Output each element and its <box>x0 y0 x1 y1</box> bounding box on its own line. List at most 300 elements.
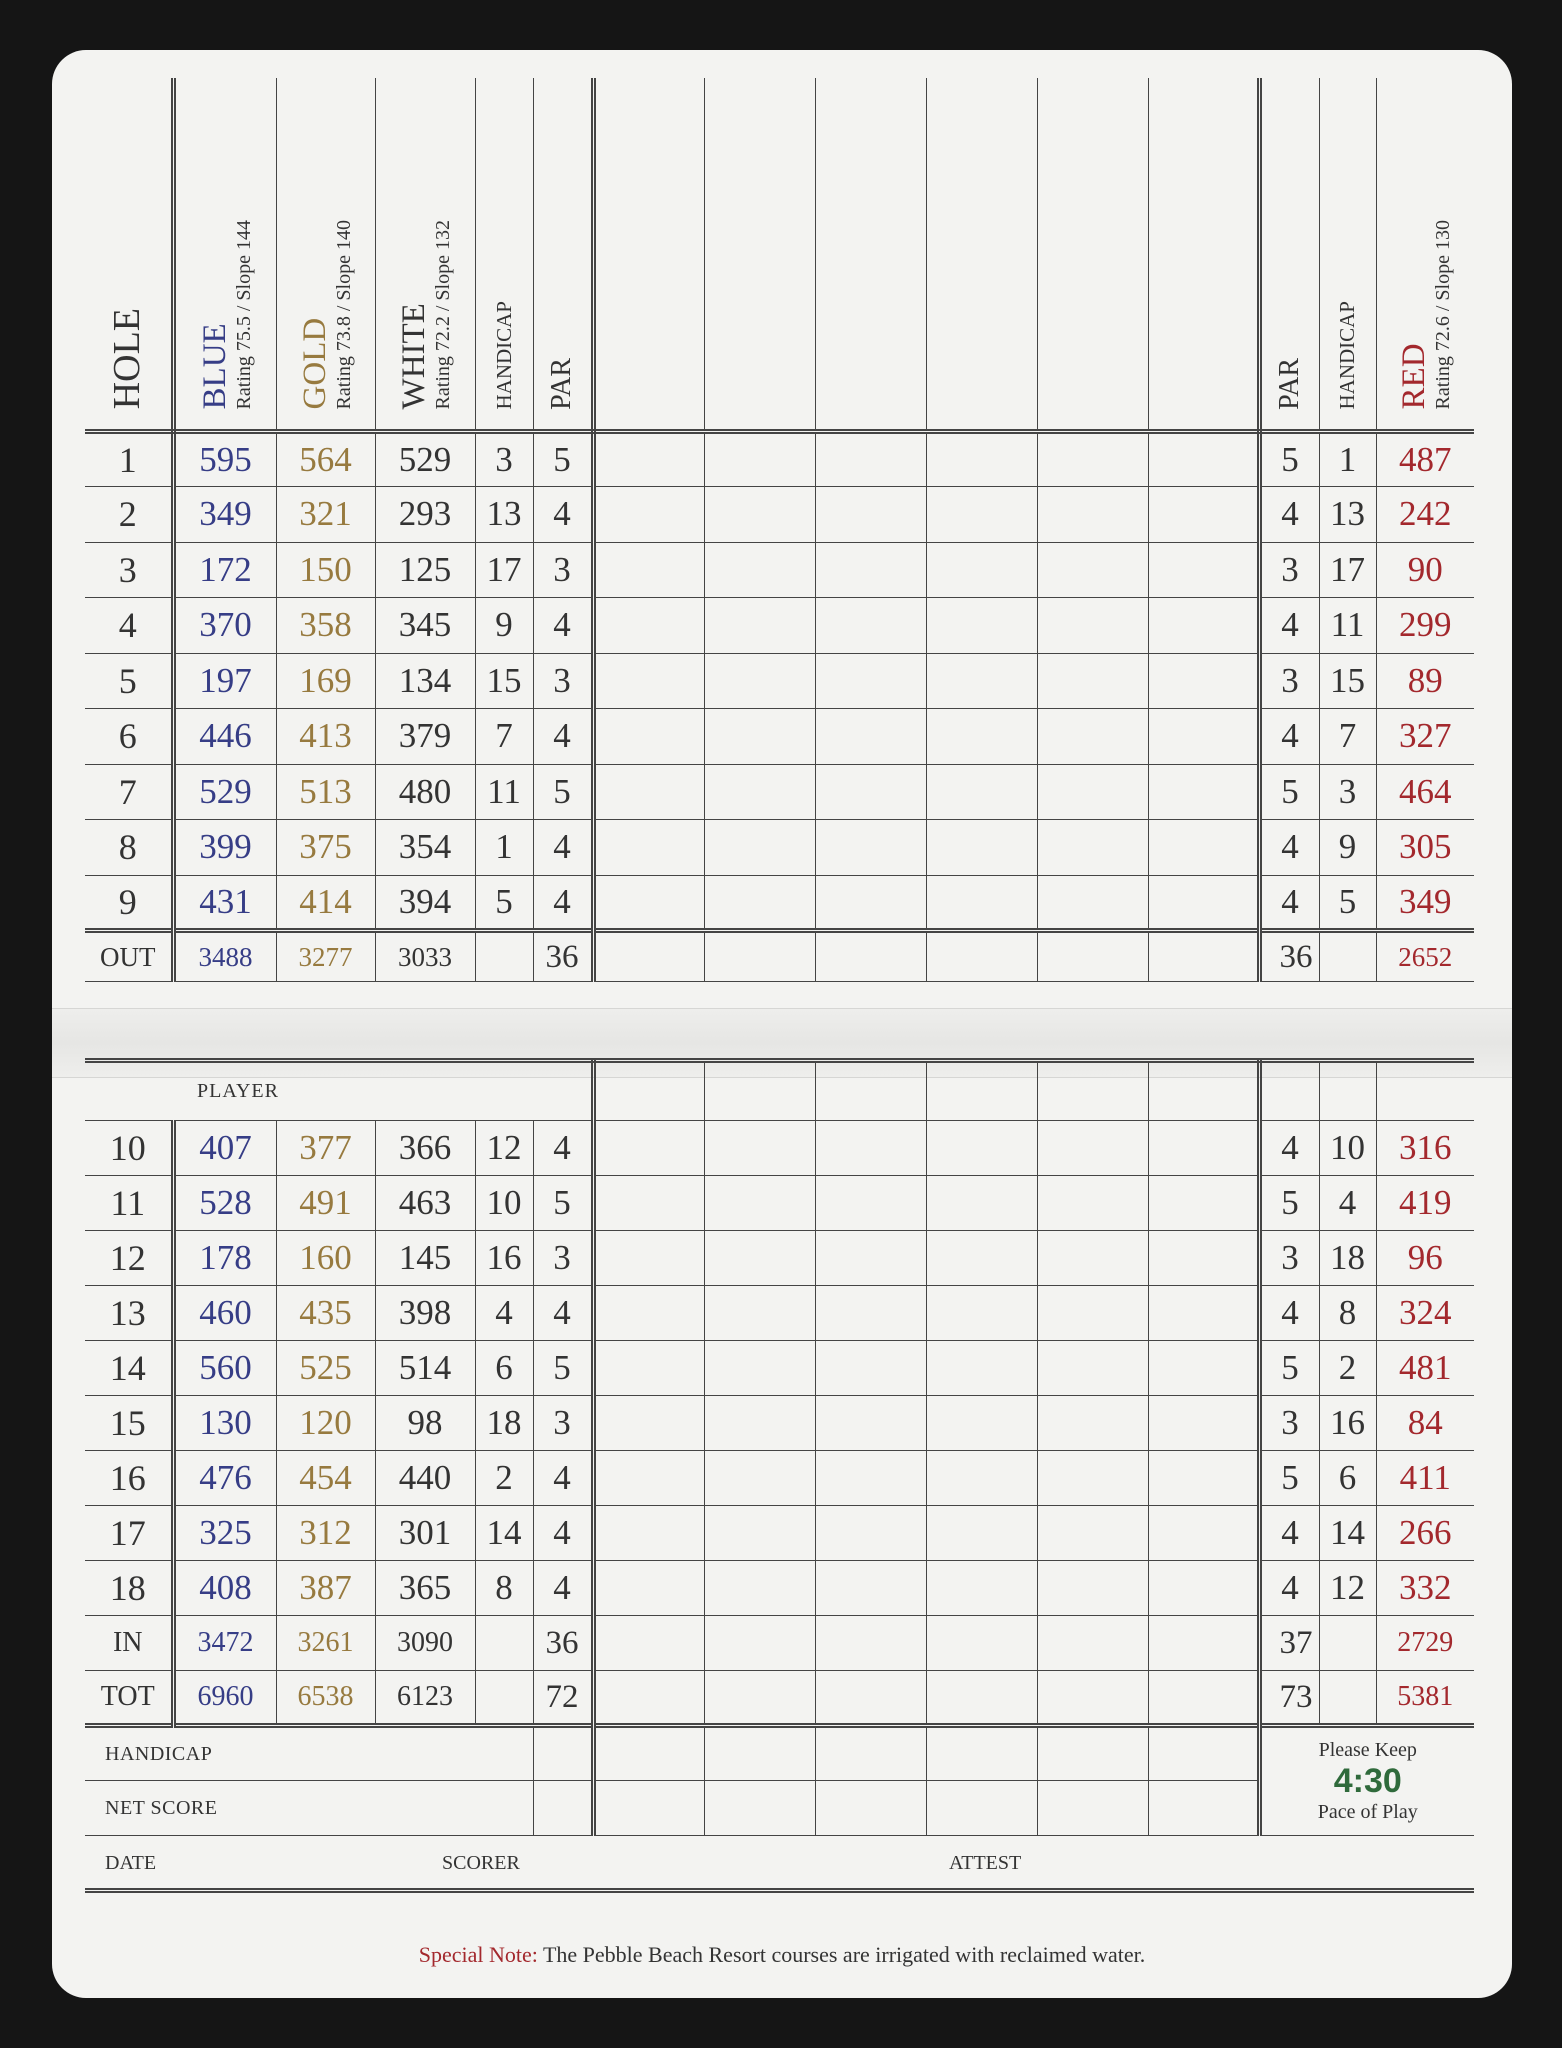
par-value: 5 <box>533 764 593 820</box>
red-yardage: 2729 <box>1376 1616 1474 1671</box>
score-cell[interactable] <box>926 1396 1037 1451</box>
red-handicap-value: 2 <box>1319 1341 1376 1396</box>
handicap-value <box>475 1671 533 1726</box>
blue-yardage: 399 <box>173 820 276 876</box>
score-cell[interactable] <box>815 542 926 598</box>
pace-of-play-box <box>1259 1726 1474 1836</box>
hole-number: 9 <box>85 875 173 931</box>
score-cell[interactable] <box>704 1506 815 1561</box>
score-cell[interactable] <box>593 1506 704 1561</box>
gold-yardage: 160 <box>276 1231 375 1286</box>
score-cell[interactable] <box>1148 764 1259 820</box>
red-handicap-value: 9 <box>1319 820 1376 876</box>
score-cell[interactable] <box>593 1671 704 1726</box>
score-cell[interactable] <box>1037 1561 1148 1616</box>
score-cell[interactable] <box>1037 653 1148 709</box>
handicap-value: 12 <box>475 1121 533 1176</box>
blue-yardage: 178 <box>173 1231 276 1286</box>
blue-yardage: 460 <box>173 1286 276 1341</box>
red-par-header-label: PAR <box>1274 357 1306 410</box>
score-cell[interactable] <box>1148 1451 1259 1506</box>
red-tee-rating: Rating 72.6 / Slope 130 <box>1432 220 1455 410</box>
par-value: 5 <box>533 431 593 487</box>
hole-number: 2 <box>85 487 173 543</box>
score-cell[interactable] <box>593 1176 704 1231</box>
red-par-value: 3 <box>1259 542 1319 598</box>
score-cell[interactable] <box>926 1231 1037 1286</box>
score-cell[interactable] <box>704 764 815 820</box>
score-cell[interactable] <box>593 1616 704 1671</box>
hole-row <box>85 431 1474 487</box>
red-handicap-value <box>1319 931 1376 982</box>
handicap-value: 16 <box>475 1231 533 1286</box>
score-cell[interactable] <box>593 653 704 709</box>
gold-yardage: 454 <box>276 1451 375 1506</box>
score-cell[interactable] <box>593 1231 704 1286</box>
red-handicap-value <box>1319 1671 1376 1726</box>
par-value: 3 <box>533 653 593 709</box>
score-cell[interactable] <box>1148 1121 1259 1176</box>
score-cell[interactable] <box>704 542 815 598</box>
score-cell[interactable] <box>926 1341 1037 1396</box>
score-cell[interactable] <box>704 931 815 982</box>
hole-number: 10 <box>85 1121 173 1176</box>
score-cell[interactable] <box>1037 1176 1148 1231</box>
net-score-cell[interactable] <box>1037 1781 1148 1836</box>
score-cell[interactable] <box>926 1561 1037 1616</box>
score-cell[interactable] <box>1148 709 1259 765</box>
red-handicap-value: 16 <box>1319 1396 1376 1451</box>
score-cell[interactable] <box>815 1506 926 1561</box>
net-score-par-cell[interactable] <box>533 1781 593 1836</box>
red-par-value: 4 <box>1259 487 1319 543</box>
score-cell[interactable] <box>1148 1231 1259 1286</box>
score-cell[interactable] <box>815 820 926 876</box>
handicap-par-cell[interactable] <box>533 1726 593 1781</box>
total-row <box>85 1671 1474 1726</box>
score-cell[interactable] <box>815 487 926 543</box>
score-cell[interactable] <box>926 820 1037 876</box>
score-cell[interactable] <box>1148 542 1259 598</box>
score-cell[interactable] <box>815 1396 926 1451</box>
red-handicap-value: 12 <box>1319 1561 1376 1616</box>
red-header <box>1376 78 1474 431</box>
score-cell[interactable] <box>926 1506 1037 1561</box>
hole-row <box>85 709 1474 765</box>
header-row <box>85 78 1474 431</box>
net-score-cell[interactable] <box>1148 1781 1259 1836</box>
handicap-cell[interactable] <box>593 1726 704 1781</box>
score-cell[interactable] <box>1037 1506 1148 1561</box>
special-note-text: The Pebble Beach Resort courses are irrigated with reclaimed water. <box>537 1942 1146 1967</box>
hole-number: 18 <box>85 1561 173 1616</box>
score-cell[interactable] <box>926 598 1037 654</box>
score-cell[interactable] <box>926 1121 1037 1176</box>
score-cell[interactable] <box>1037 1671 1148 1726</box>
handicap-row <box>85 1726 1474 1781</box>
score-cell[interactable] <box>704 1396 815 1451</box>
net-score-cell[interactable] <box>926 1781 1037 1836</box>
hole-number: IN <box>85 1616 173 1671</box>
score-cell[interactable] <box>1148 1396 1259 1451</box>
score-cell[interactable] <box>1148 431 1259 487</box>
gold-yardage: 387 <box>276 1561 375 1616</box>
score-cell[interactable] <box>704 1231 815 1286</box>
red-yardage: 316 <box>1376 1121 1474 1176</box>
score-cell[interactable] <box>593 431 704 487</box>
score-cell[interactable] <box>704 1451 815 1506</box>
blue-tee-name: BLUE <box>196 323 233 410</box>
white-yardage: 379 <box>375 709 475 765</box>
score-cell[interactable] <box>1148 875 1259 931</box>
handicap-value: 7 <box>475 709 533 765</box>
red-yardage: 332 <box>1376 1561 1474 1616</box>
score-cell[interactable] <box>593 1121 704 1176</box>
handicap-value: 1 <box>475 820 533 876</box>
out-row <box>85 931 1474 982</box>
score-cell[interactable] <box>704 1561 815 1616</box>
par-value: 4 <box>533 598 593 654</box>
hole-number: 1 <box>85 431 173 487</box>
score-cell[interactable] <box>593 875 704 931</box>
handicap-cell[interactable] <box>1037 1726 1148 1781</box>
score-cell[interactable] <box>815 1451 926 1506</box>
score-cell[interactable] <box>815 598 926 654</box>
score-cell[interactable] <box>593 764 704 820</box>
score-cell[interactable] <box>593 709 704 765</box>
score-cell[interactable] <box>1148 931 1259 982</box>
score-cell[interactable] <box>593 820 704 876</box>
hole-number: 17 <box>85 1506 173 1561</box>
hole-row <box>85 1341 1474 1396</box>
score-cell[interactable] <box>926 875 1037 931</box>
gold-tee-rating: Rating 73.8 / Slope 140 <box>332 220 355 410</box>
hole-row <box>85 542 1474 598</box>
blue-yardage: 3488 <box>173 931 276 982</box>
blue-yardage: 3472 <box>173 1616 276 1671</box>
score-cell[interactable] <box>1037 542 1148 598</box>
player-name-cell[interactable] <box>1148 1061 1259 1121</box>
score-cell[interactable] <box>1037 764 1148 820</box>
blue-tee-rating: Rating 75.5 / Slope 144 <box>232 220 255 410</box>
score-cell[interactable] <box>815 764 926 820</box>
red-par-value: 3 <box>1259 1396 1319 1451</box>
score-cell[interactable] <box>1037 820 1148 876</box>
red-par-value: 4 <box>1259 709 1319 765</box>
signature-line[interactable] <box>85 1836 1474 1891</box>
score-cell[interactable] <box>704 1286 815 1341</box>
handicap-cell[interactable] <box>926 1726 1037 1781</box>
score-cell[interactable] <box>1037 931 1148 982</box>
score-cell[interactable] <box>926 1286 1037 1341</box>
white-tee-name: WHITE <box>396 303 433 410</box>
handicap-cell[interactable] <box>1148 1726 1259 1781</box>
player-name-cell[interactable] <box>815 1061 926 1121</box>
score-cell[interactable] <box>1037 1121 1148 1176</box>
score-cell[interactable] <box>1148 820 1259 876</box>
white-yardage: 3033 <box>375 931 475 982</box>
white-yardage: 514 <box>375 1341 475 1396</box>
score-cell[interactable] <box>704 487 815 543</box>
score-cell[interactable] <box>1148 1286 1259 1341</box>
pace-time: 4:30 <box>1333 1761 1402 1800</box>
handicap-value: 3 <box>475 431 533 487</box>
handicap-cell[interactable] <box>704 1726 815 1781</box>
score-cell[interactable] <box>1148 1506 1259 1561</box>
red-yardage: 349 <box>1376 875 1474 931</box>
score-cell[interactable] <box>704 653 815 709</box>
score-cell[interactable] <box>815 1561 926 1616</box>
blue-header <box>173 78 276 431</box>
red-handicap-value: 14 <box>1319 1506 1376 1561</box>
red-handicap-value: 17 <box>1319 542 1376 598</box>
red-par-value: 3 <box>1259 1231 1319 1286</box>
handicap-value: 15 <box>475 653 533 709</box>
red-handicap-value: 18 <box>1319 1231 1376 1286</box>
player-name-cell[interactable] <box>704 1061 815 1121</box>
score-cell[interactable] <box>1148 1176 1259 1231</box>
hole-row <box>85 820 1474 876</box>
net-score-cell[interactable] <box>593 1781 704 1836</box>
score-cell[interactable] <box>1148 487 1259 543</box>
score-cell[interactable] <box>704 1341 815 1396</box>
red-handicap-value: 1 <box>1319 431 1376 487</box>
score-cell[interactable] <box>926 653 1037 709</box>
score-cell[interactable] <box>815 653 926 709</box>
hole-row <box>85 1176 1474 1231</box>
score-cell[interactable] <box>815 1121 926 1176</box>
score-cell[interactable] <box>704 820 815 876</box>
red-handicap-value: 3 <box>1319 764 1376 820</box>
handicap-value: 8 <box>475 1561 533 1616</box>
blue-yardage: 130 <box>173 1396 276 1451</box>
white-yardage: 134 <box>375 653 475 709</box>
score-cell[interactable] <box>1037 1341 1148 1396</box>
score-cell[interactable] <box>1037 487 1148 543</box>
hole-number: OUT <box>85 931 173 982</box>
score-cell[interactable] <box>815 1286 926 1341</box>
score-cell[interactable] <box>1148 653 1259 709</box>
score-cell[interactable] <box>1148 1561 1259 1616</box>
score-cell[interactable] <box>704 1176 815 1231</box>
handicap-value: 6 <box>475 1341 533 1396</box>
score-cell[interactable] <box>704 431 815 487</box>
score-cell[interactable] <box>593 1561 704 1616</box>
score-cell[interactable] <box>1037 1396 1148 1451</box>
handicap-label: HANDICAP <box>85 1726 533 1781</box>
score-cell[interactable] <box>1148 1341 1259 1396</box>
score-cell[interactable] <box>704 709 815 765</box>
player-name-cell[interactable] <box>926 1061 1037 1121</box>
score-cell[interactable] <box>1148 1616 1259 1671</box>
score-cell[interactable] <box>815 931 926 982</box>
score-cell[interactable] <box>815 1341 926 1396</box>
score-cell[interactable] <box>815 1231 926 1286</box>
score-cell[interactable] <box>593 931 704 982</box>
score-cell[interactable] <box>1037 598 1148 654</box>
red-handicap-value: 15 <box>1319 653 1376 709</box>
gold-yardage: 491 <box>276 1176 375 1231</box>
score-cell[interactable] <box>815 709 926 765</box>
pace-line1: Please Keep <box>1318 1738 1417 1761</box>
handicap-value: 9 <box>475 598 533 654</box>
player-name-cell[interactable] <box>593 1061 704 1121</box>
score-cell[interactable] <box>1037 1231 1148 1286</box>
score-cell[interactable] <box>593 1286 704 1341</box>
score-cell[interactable] <box>593 542 704 598</box>
handicap-cell[interactable] <box>815 1726 926 1781</box>
score-cell[interactable] <box>1037 875 1148 931</box>
score-cell[interactable] <box>815 1616 926 1671</box>
gold-yardage: 513 <box>276 764 375 820</box>
par-value: 72 <box>533 1671 593 1726</box>
gold-yardage: 358 <box>276 598 375 654</box>
gold-yardage: 3261 <box>276 1616 375 1671</box>
score-cell[interactable] <box>926 931 1037 982</box>
red-handicap-value: 11 <box>1319 598 1376 654</box>
score-cell[interactable] <box>704 598 815 654</box>
par-value: 5 <box>533 1341 593 1396</box>
score-cell[interactable] <box>1037 1286 1148 1341</box>
score-cell[interactable] <box>926 542 1037 598</box>
score-cell[interactable] <box>593 598 704 654</box>
red-yardage: 90 <box>1376 542 1474 598</box>
hole-row <box>85 598 1474 654</box>
white-yardage: 354 <box>375 820 475 876</box>
white-yardage: 145 <box>375 1231 475 1286</box>
attest-label: ATTEST <box>949 1852 1022 1874</box>
gold-yardage: 6538 <box>276 1671 375 1726</box>
hole-header-label: HOLE <box>105 308 148 410</box>
red-par-value: 4 <box>1259 820 1319 876</box>
score-cell[interactable] <box>1037 1451 1148 1506</box>
handicap-value <box>475 1616 533 1671</box>
score-cell[interactable] <box>926 1176 1037 1231</box>
red-par-header <box>1259 78 1319 431</box>
blue-yardage: 595 <box>173 431 276 487</box>
hole-number: 13 <box>85 1286 173 1341</box>
gold-yardage: 312 <box>276 1506 375 1561</box>
red-par-value: 36 <box>1259 931 1319 982</box>
gold-yardage: 150 <box>276 542 375 598</box>
blue-yardage: 172 <box>173 542 276 598</box>
score-cell[interactable] <box>926 1616 1037 1671</box>
score-cell[interactable] <box>926 1671 1037 1726</box>
net-score-cell[interactable] <box>815 1781 926 1836</box>
par-header <box>533 78 593 431</box>
score-column-header <box>1148 78 1259 431</box>
hole-row <box>85 1121 1474 1176</box>
score-cell[interactable] <box>926 431 1037 487</box>
hole-number: 7 <box>85 764 173 820</box>
red-yardage: 327 <box>1376 709 1474 765</box>
red-par-value: 4 <box>1259 1121 1319 1176</box>
hole-row <box>85 1451 1474 1506</box>
red-par-value: 3 <box>1259 653 1319 709</box>
in-row <box>85 1616 1474 1671</box>
score-cell[interactable] <box>926 764 1037 820</box>
red-yardage: 464 <box>1376 764 1474 820</box>
score-cell[interactable] <box>704 1121 815 1176</box>
par-value: 4 <box>533 820 593 876</box>
pace-line2: Pace of Play <box>1317 1801 1418 1824</box>
blue-yardage: 408 <box>173 1561 276 1616</box>
blue-yardage: 197 <box>173 653 276 709</box>
score-cell[interactable] <box>926 709 1037 765</box>
score-cell[interactable] <box>593 487 704 543</box>
score-cell[interactable] <box>926 1451 1037 1506</box>
red-par-value: 4 <box>1259 1561 1319 1616</box>
score-cell[interactable] <box>815 1176 926 1231</box>
blank-cell <box>1319 1061 1376 1121</box>
hole-number: 3 <box>85 542 173 598</box>
red-yardage: 5381 <box>1376 1671 1474 1726</box>
white-yardage: 529 <box>375 431 475 487</box>
red-handicap-value: 5 <box>1319 875 1376 931</box>
par-value: 3 <box>533 1231 593 1286</box>
score-cell[interactable] <box>1037 431 1148 487</box>
score-cell[interactable] <box>1037 709 1148 765</box>
par-value: 4 <box>533 487 593 543</box>
score-cell[interactable] <box>593 1341 704 1396</box>
red-yardage: 481 <box>1376 1341 1474 1396</box>
par-value: 4 <box>533 1506 593 1561</box>
blue-yardage: 529 <box>173 764 276 820</box>
red-yardage: 324 <box>1376 1286 1474 1341</box>
score-cell[interactable] <box>704 1616 815 1671</box>
score-cell[interactable] <box>593 1451 704 1506</box>
score-cell[interactable] <box>815 1671 926 1726</box>
gold-yardage: 3277 <box>276 931 375 982</box>
blue-yardage: 446 <box>173 709 276 765</box>
white-header <box>375 78 475 431</box>
date-label: DATE <box>105 1852 157 1874</box>
handicap-header <box>475 78 533 431</box>
score-column-header <box>704 78 815 431</box>
score-cell[interactable] <box>815 431 926 487</box>
score-cell[interactable] <box>1037 1616 1148 1671</box>
net-score-cell[interactable] <box>704 1781 815 1836</box>
score-cell[interactable] <box>815 875 926 931</box>
score-cell[interactable] <box>593 1396 704 1451</box>
score-cell[interactable] <box>926 487 1037 543</box>
scorer-label: SCORER <box>442 1852 520 1874</box>
white-yardage: 366 <box>375 1121 475 1176</box>
score-cell[interactable] <box>704 1671 815 1726</box>
player-label: PLAYER <box>85 1061 593 1121</box>
par-header-label: PAR <box>546 357 578 410</box>
handicap-value: 10 <box>475 1176 533 1231</box>
blue-yardage: 6960 <box>173 1671 276 1726</box>
handicap-value: 5 <box>475 875 533 931</box>
red-par-value: 73 <box>1259 1671 1319 1726</box>
blue-yardage: 407 <box>173 1121 276 1176</box>
white-yardage: 398 <box>375 1286 475 1341</box>
back-nine-table <box>85 1058 1474 1893</box>
score-cell[interactable] <box>704 875 815 931</box>
red-par-value: 4 <box>1259 875 1319 931</box>
handicap-value: 11 <box>475 764 533 820</box>
red-par-value: 5 <box>1259 1451 1319 1506</box>
red-handicap-value: 6 <box>1319 1451 1376 1506</box>
red-handicap-value <box>1319 1616 1376 1671</box>
par-value: 4 <box>533 709 593 765</box>
white-yardage: 125 <box>375 542 475 598</box>
score-cell[interactable] <box>1148 1671 1259 1726</box>
score-cell[interactable] <box>1148 598 1259 654</box>
red-yardage: 84 <box>1376 1396 1474 1451</box>
player-name-cell[interactable] <box>1037 1061 1148 1121</box>
